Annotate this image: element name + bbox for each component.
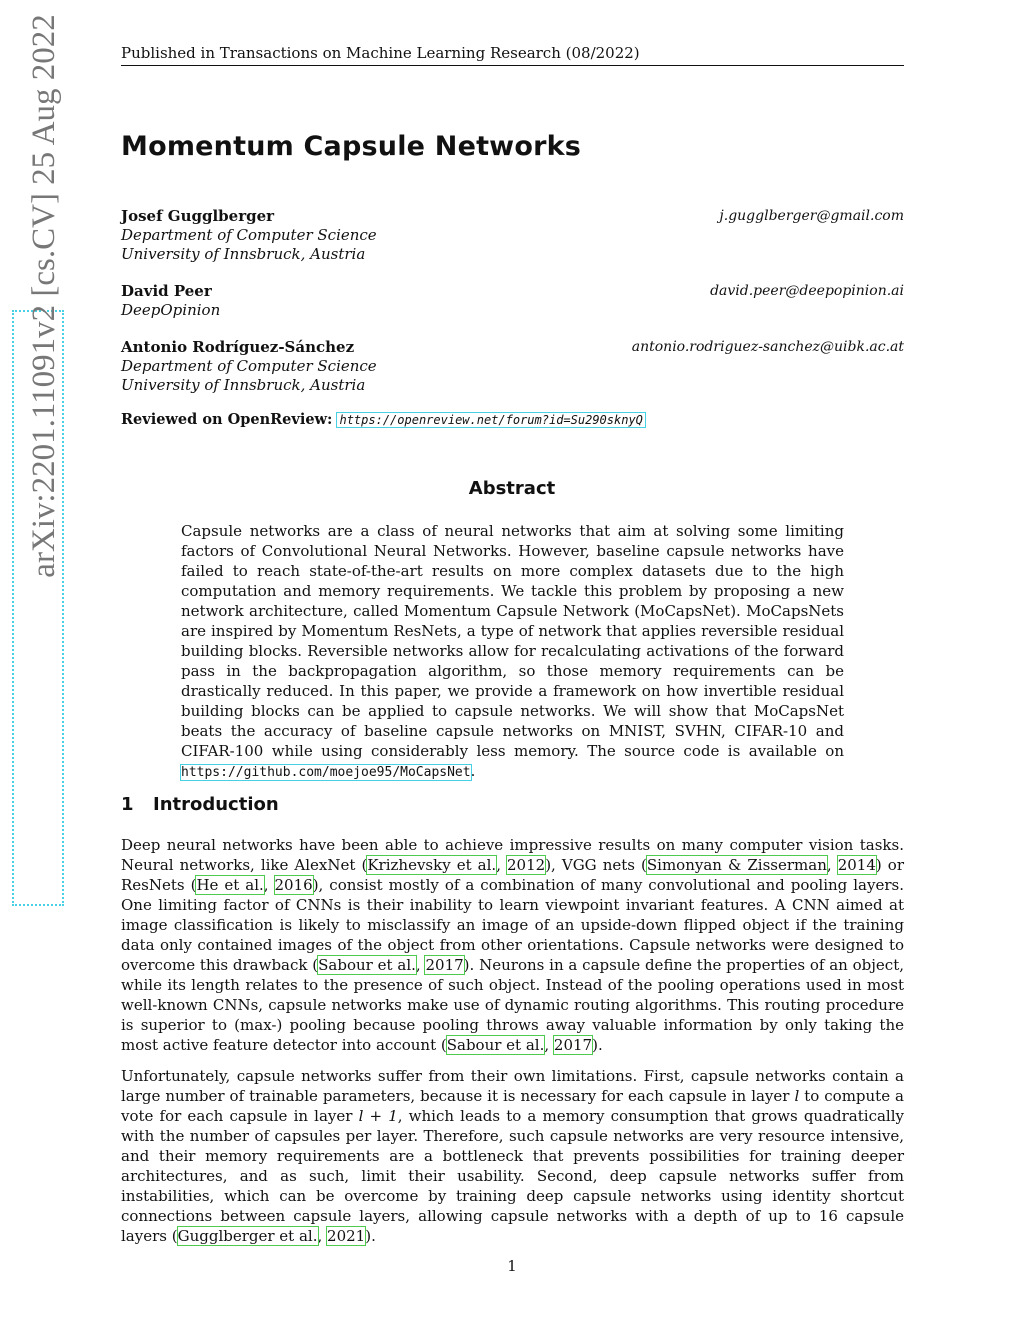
text: , xyxy=(826,856,838,874)
section-number: 1 xyxy=(121,794,134,815)
author-block-3 xyxy=(121,338,904,395)
intro-paragraph-1 xyxy=(121,835,904,1055)
author-affiliation: University of Innsbruck, Austria xyxy=(121,376,366,394)
text: , xyxy=(415,956,426,974)
text: Deep neural networks have been able to achieve impressive results on many computer vision tasks. Neural networks, like AlexNet ( xyxy=(121,836,904,874)
citation-year-link[interactable]: 2017 xyxy=(553,1036,593,1054)
text: , xyxy=(317,1227,328,1245)
section-title: Introduction xyxy=(153,794,279,815)
author-affiliation: DeepOpinion xyxy=(121,301,221,319)
text: Unfortunately, capsule networks suffer from their own limitations. First, capsule networks contain a large number of trainable parameters, because it is necessary for each capsule in layer xyxy=(121,1067,904,1105)
citation-year-link[interactable]: 2021 xyxy=(327,1227,366,1245)
citation-link[interactable]: Sabour et al. xyxy=(446,1036,545,1054)
text: ) or ResNets ( xyxy=(121,856,904,894)
author-affiliation: Department of Computer Science xyxy=(121,357,377,375)
section-heading xyxy=(121,794,279,815)
text: , xyxy=(544,1036,554,1054)
author-name: David Peer xyxy=(121,282,212,300)
text: to compute a vote for each capsule in layer xyxy=(121,1087,904,1125)
paper-title: Momentum Capsule Networks xyxy=(121,131,582,162)
author-block-1 xyxy=(121,207,904,264)
abstract-heading: Abstract xyxy=(468,478,556,499)
author-affiliation: Department of Computer Science xyxy=(121,226,377,244)
author-block-2 xyxy=(121,282,904,320)
citation-link[interactable]: Krizhevsky et al. xyxy=(367,856,497,874)
citation-link[interactable]: Gugglberger et al. xyxy=(177,1227,318,1245)
citation-link[interactable]: He et al. xyxy=(196,876,264,894)
author-affiliation: University of Innsbruck, Austria xyxy=(121,245,366,263)
citation-link[interactable]: Simonyan & Zisserman xyxy=(646,856,827,874)
math-variable: l xyxy=(794,1087,800,1105)
math-expression: l + 1 xyxy=(358,1107,398,1125)
author-name: Josef Gugglberger xyxy=(121,207,275,225)
citation-year-link[interactable]: 2017 xyxy=(425,956,464,974)
header-rule xyxy=(121,65,904,66)
text: , which leads to a memory consumption that grows quadratically with the number of capsules per layer. Therefore, such capsule networks are very resource intensive, and their memory requirements are a bottleneck that prevents possibilities for training deeper architectures, and as such, limit their usability. Second, deep capsule networks suffer from instabilities, which can be overcome by training deep capsule networks using identity shortcut connections between capsule layers, allowing capsule networks with a depth of up to 16 capsule layers ( xyxy=(121,1107,904,1245)
text: , xyxy=(496,856,508,874)
page-number: 1 xyxy=(507,1257,517,1275)
arxiv-stamp: arXiv:2201.11091v2 [cs.CV] 25 Aug 2022 xyxy=(26,14,62,578)
text: , xyxy=(263,876,275,894)
journal-header: Published in Transactions on Machine Learning Research (08/2022) xyxy=(121,44,640,62)
text: ). xyxy=(365,1227,376,1245)
citation-link[interactable]: Sabour et al. xyxy=(318,956,416,974)
author-email[interactable]: david.peer@deepopinion.ai xyxy=(710,283,904,299)
reviewed-line xyxy=(121,411,645,428)
author-email[interactable]: j.gugglberger@gmail.com xyxy=(719,208,904,224)
openreview-link[interactable]: https://openreview.net/forum?id=Su290sknyQ xyxy=(339,413,643,427)
abstract-end: . xyxy=(470,762,476,780)
citation-year-link[interactable]: 2014 xyxy=(837,856,876,874)
author-email[interactable]: antonio.rodriguez-sanchez@uibk.ac.at xyxy=(631,339,904,355)
author-name: Antonio Rodríguez-Sánchez xyxy=(121,338,355,356)
text: ). Neurons in a capsule define the properties of an object, while its length relates to the presence of such object. Instead of the pooling operations used in most well-known CNNs, capsule networks make use of dynamic routing algorithms. This routing procedure is superior to (max-) pooling because pooling throws away valuable information by only taking the most active feature detector into account ( xyxy=(121,956,905,1054)
text: ), VGG nets ( xyxy=(545,856,647,874)
text: ), consist mostly of a combination of many convolutional and pooling layers. One limiting factor of CNNs is their inability to learn viewpoint invariant features. A CNN aimed at image classification is likely to misclassify an image of an upside-down flipped object if the training data only contained images of the object from other orientations. Capsule networks were designed to overcome this drawback ( xyxy=(121,876,904,974)
text: ). xyxy=(592,1036,603,1054)
source-code-link[interactable]: https://github.com/moejoe95/MoCapsNet xyxy=(181,765,471,780)
reviewed-label: Reviewed on OpenReview: xyxy=(121,411,333,428)
intro-paragraph-2 xyxy=(121,1066,904,1246)
abstract-text: Capsule networks are a class of neural networks that aim at solving some limiting factors of Convolutional Neural Networks. However, baseline capsule networks have failed to reach state-of-the-art results on more complex datasets due to the high computation and memory requirements. We tackle this problem by proposing a new network architecture, called Momentum Capsule Network (MoCapsNet). MoCapsNets are inspired by Momentum ResNets, a type of network that applies reversible residual building blocks. Reversible networks allow for recalculating activations of the forward pass in the backpropagation algorithm, so those memory requirements can be drastically reduced. In this paper, we provide a framework on how invertible residual building blocks can be applied to capsule networks. We will show that MoCapsNet beats the accuracy of baseline capsule networks on MNIST, SVHN, CIFAR-10 and CIFAR-100 while using considerably less memory. The source code is available on xyxy=(181,522,844,760)
citation-year-link[interactable]: 2012 xyxy=(507,856,546,874)
citation-year-link[interactable]: 2016 xyxy=(274,876,313,894)
abstract-body xyxy=(181,521,844,783)
